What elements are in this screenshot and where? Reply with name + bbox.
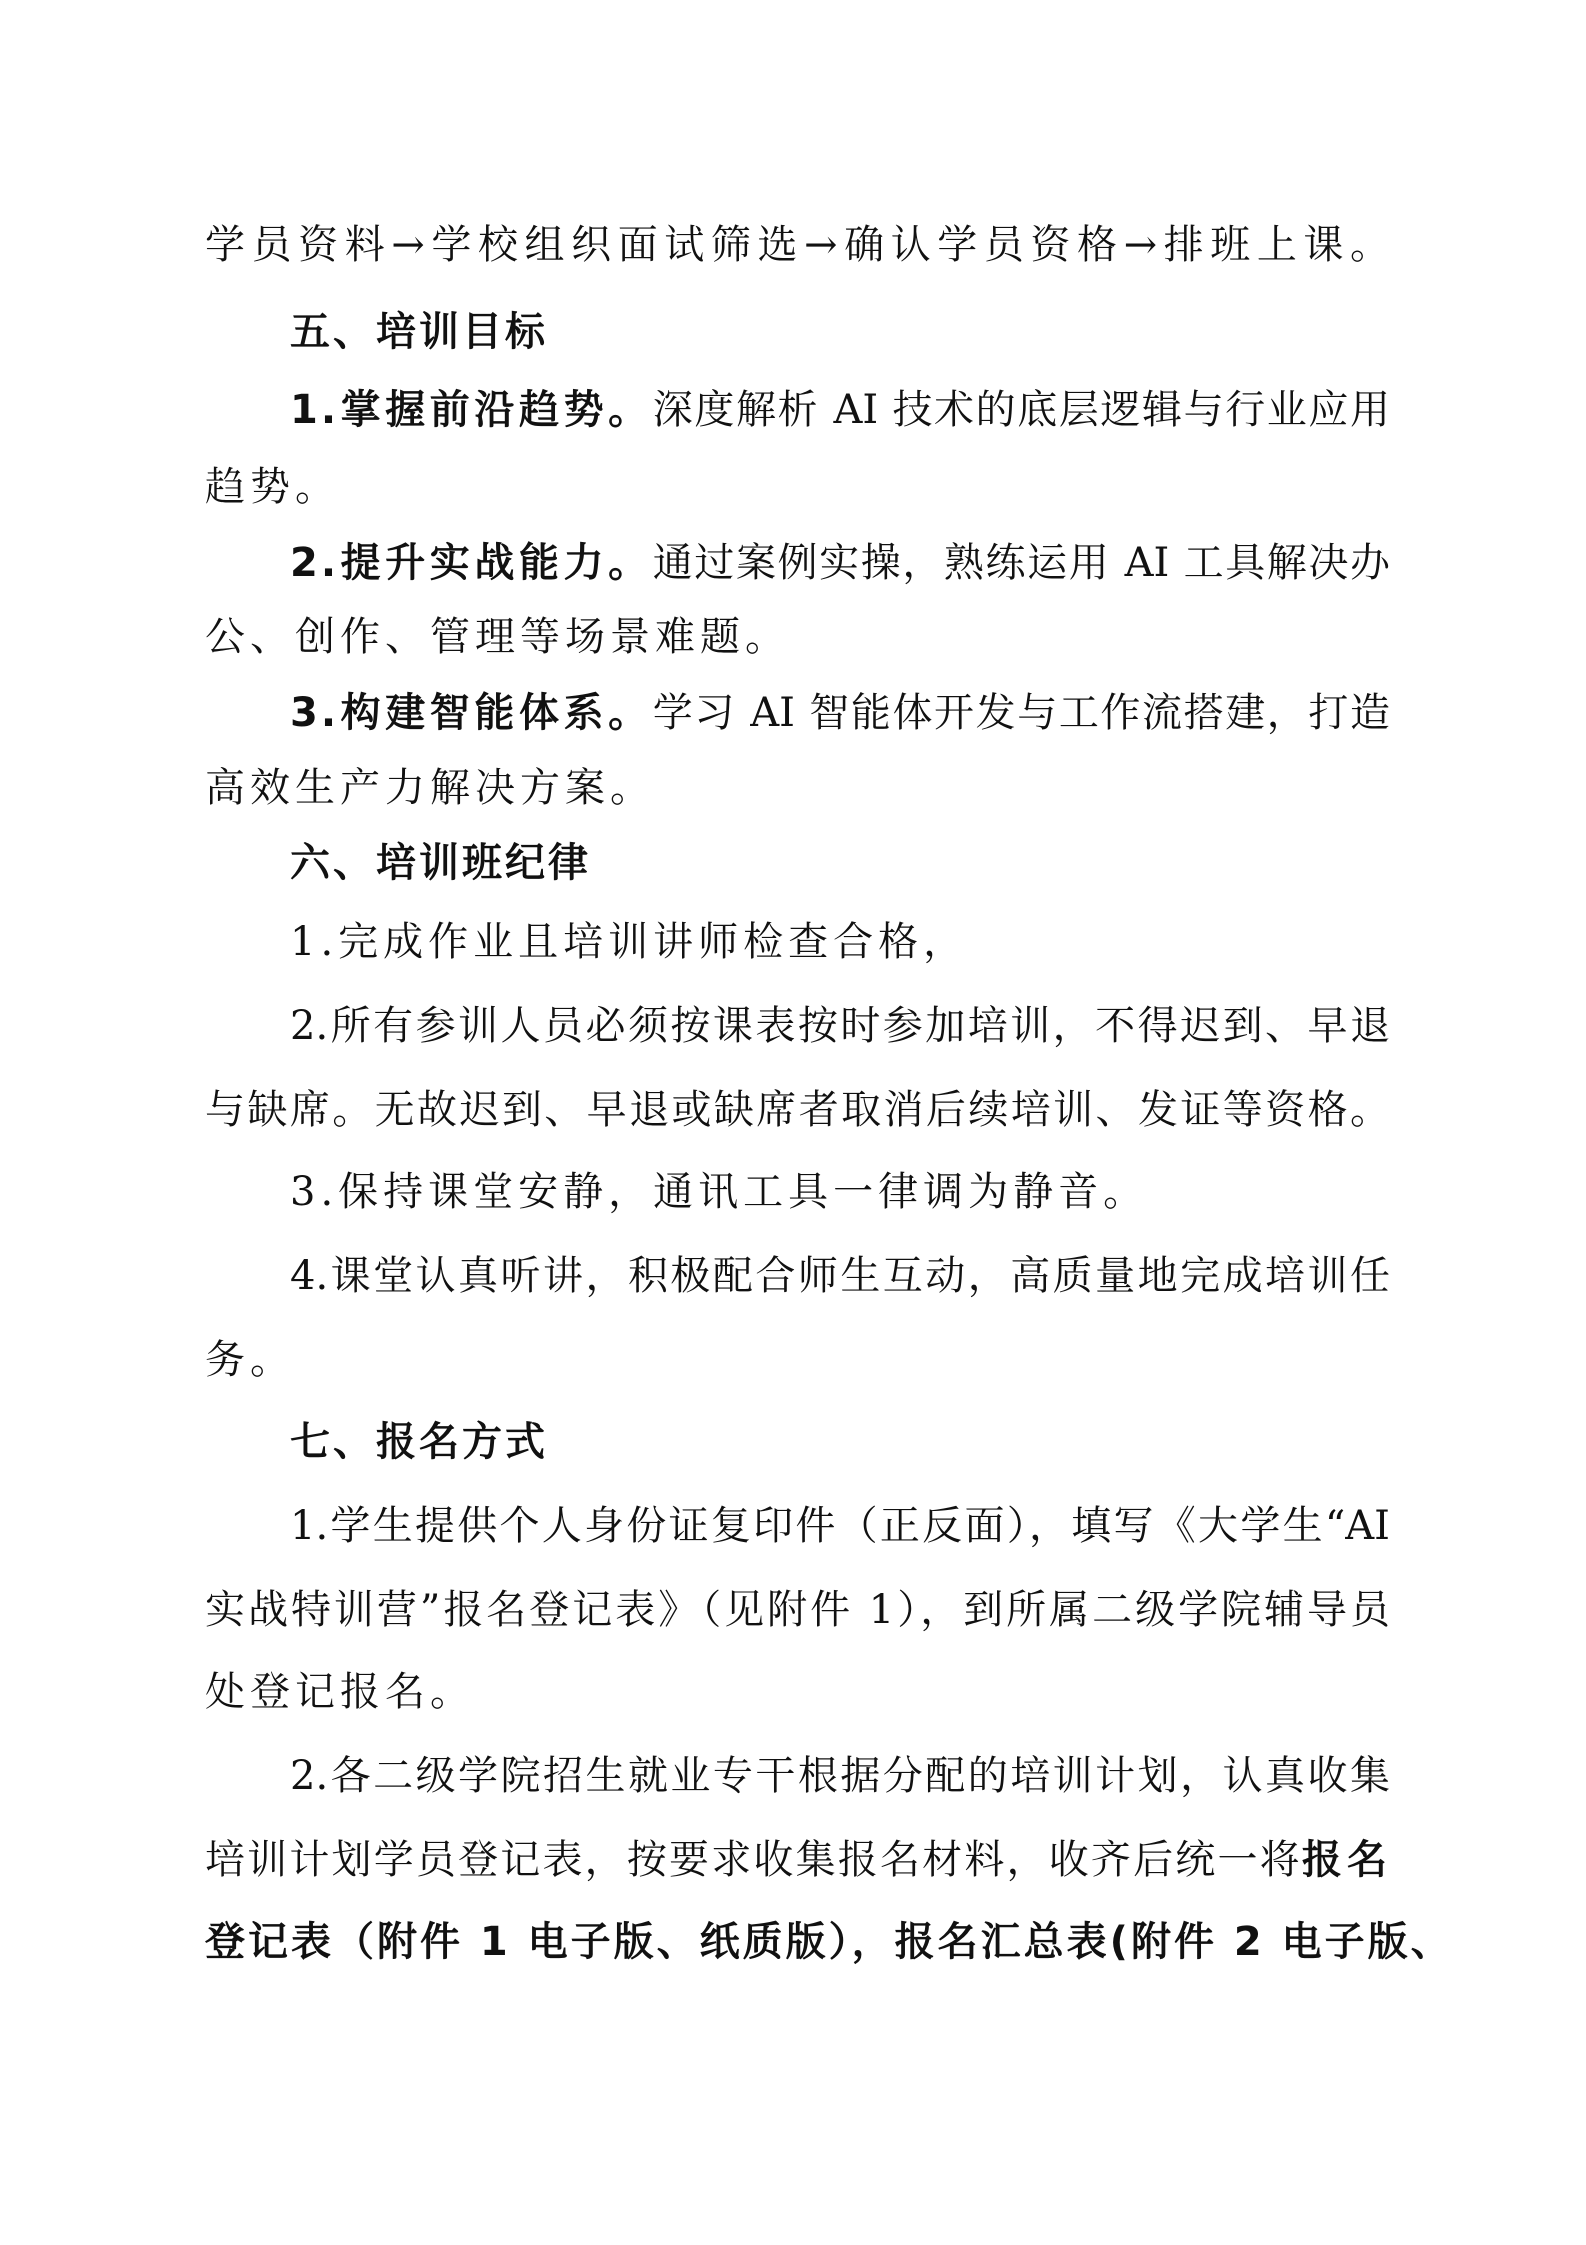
section-heading-seven	[290, 1412, 1390, 1472]
goal-item-3	[290, 683, 1390, 743]
registration-text: 培训计划学员登记表，按要求收集报名材料，收齐后统一将	[205, 1837, 1302, 1883]
goal-item-1	[290, 380, 1390, 440]
registration-text: 1.学生提供个人身份证复印件（正反面），填写《大学生“AI	[290, 1503, 1390, 1549]
heading-text: 五、培训目标	[290, 309, 548, 355]
goal-lead: 3.构建智能体系。	[290, 690, 653, 736]
section-heading-six	[290, 833, 1390, 893]
rule-text: 与缺席。无故迟到、早退或缺席者取消后续培训、发证等资格。	[205, 1087, 1390, 1133]
rule-item-4-continuation	[205, 1330, 1390, 1390]
goal-text: 通过案例实操，熟练运用 AI 工具解决办	[652, 540, 1390, 586]
registration-text: 实战特训营”报名登记表》（见附件 1），到所属二级学院辅导员	[205, 1587, 1390, 1633]
text-line	[205, 215, 1390, 275]
rule-item-4	[290, 1246, 1390, 1306]
goal-text: 趋势。	[205, 464, 340, 510]
heading-text: 七、报名方式	[290, 1419, 548, 1465]
paragraph-text: 学员资料→学校组织面试筛选→确认学员资格→排班上课。	[205, 222, 1390, 268]
rule-text: 4.课堂认真听讲，积极配合师生互动，高质量地完成培训任	[290, 1253, 1390, 1299]
goal-lead: 1.掌握前沿趋势。	[290, 387, 653, 433]
registration-item-1	[290, 1496, 1390, 1556]
registration-item-2-continuation	[205, 1830, 1390, 1890]
registration-item-1-continuation	[205, 1662, 1390, 1722]
rule-text: 3.保持课堂安静，通讯工具一律调为静音。	[290, 1169, 1149, 1215]
goal-item-3-continuation	[205, 758, 1390, 818]
registration-bold-text: 登记表（附件 1 电子版、纸质版），报名汇总表(附件 2 电子版、	[205, 1919, 1454, 1965]
rule-item-1	[290, 912, 1390, 972]
goal-item-2	[290, 533, 1390, 593]
registration-item-1-continuation	[205, 1580, 1390, 1640]
rule-item-2	[290, 996, 1390, 1056]
goal-text: 公、创作、管理等场景难题。	[205, 614, 790, 660]
rule-text: 1.完成作业且培训讲师检查合格，	[290, 919, 969, 965]
heading-text: 六、培训班纪律	[290, 840, 591, 886]
goal-item-2-continuation	[205, 607, 1390, 667]
registration-item-2-continuation	[205, 1912, 1454, 1972]
registration-bold-text: 报名	[1301, 1837, 1391, 1883]
goal-text: 高效生产力解决方案。	[205, 765, 655, 811]
rule-item-3	[290, 1162, 1390, 1222]
goal-lead: 2.提升实战能力。	[290, 540, 653, 586]
registration-item-2	[290, 1746, 1390, 1806]
rule-text: 务。	[205, 1337, 295, 1383]
registration-text: 2.各二级学院招生就业专干根据分配的培训计划，认真收集	[290, 1753, 1390, 1799]
rule-item-2-continuation	[205, 1080, 1390, 1140]
goal-text: 学习 AI 智能体开发与工作流搭建，打造	[652, 690, 1390, 736]
goal-text: 深度解析 AI 技术的底层逻辑与行业应用	[652, 387, 1390, 433]
goal-item-1-continuation	[205, 457, 1390, 517]
rule-text: 2.所有参训人员必须按课表按时参加培训，不得迟到、早退	[290, 1003, 1390, 1049]
registration-text: 处登记报名。	[205, 1669, 475, 1715]
section-heading-five	[290, 302, 1390, 362]
